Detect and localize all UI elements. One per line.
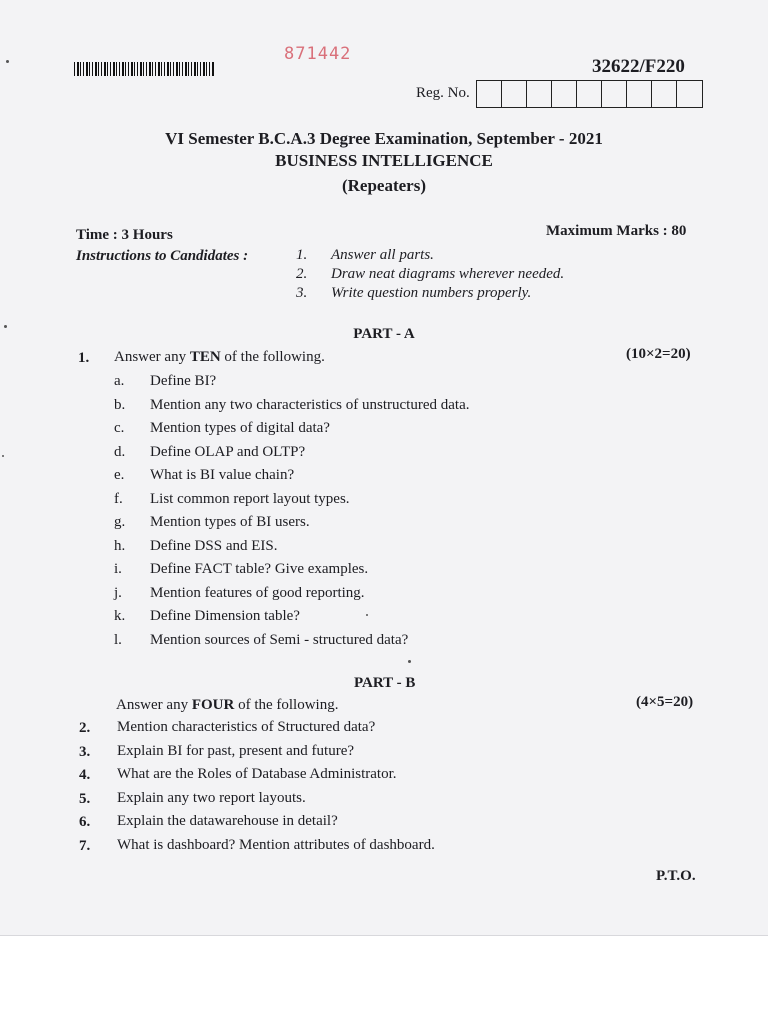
- question-number: 3.: [79, 743, 91, 760]
- question-text: What is dashboard? Mention attributes of dashboard.: [117, 836, 435, 853]
- reg-no-box[interactable]: [627, 81, 652, 107]
- question-text: Explain the datawarehouse in detail?: [117, 813, 338, 829]
- part-b-heading: PART - B: [354, 675, 416, 691]
- question-text: Explain any two report layouts.: [117, 789, 306, 806]
- sub-question-label: g.: [114, 514, 126, 530]
- instruction-text: Draw neat diagrams wherever needed.: [331, 266, 565, 282]
- sub-question-label: e.: [114, 467, 125, 483]
- reg-no-box[interactable]: [602, 81, 627, 107]
- part-a-intro: Answer any TEN of the following.: [114, 349, 325, 365]
- sub-question-text: Mention types of digital data?: [150, 420, 330, 436]
- question-number: 6.: [79, 814, 91, 830]
- barcode: [74, 62, 214, 76]
- reg-no-box[interactable]: [477, 81, 502, 107]
- scan-speck: [366, 614, 368, 616]
- paper-code: 32622/F220: [592, 56, 685, 77]
- sub-question-label: c.: [114, 420, 125, 436]
- sub-question-text: List common report layout types.: [150, 490, 350, 507]
- sub-question-text: Mention sources of Semi - structured data?: [150, 631, 409, 648]
- scan-speck: [4, 325, 7, 328]
- question-text: Mention characteristics of Structured data?: [117, 719, 376, 735]
- scan-speck: [2, 455, 4, 457]
- instruction-num: 1.: [296, 247, 308, 263]
- sub-question-label: a.: [114, 373, 125, 389]
- sub-question-text: Define BI?: [150, 373, 217, 389]
- question-number: 1.: [78, 350, 90, 366]
- reg-no-box[interactable]: [527, 81, 552, 107]
- sub-question-label: b.: [114, 396, 126, 413]
- sub-question-text: Define OLAP and OLTP?: [150, 443, 306, 460]
- part-a-heading: PART - A: [353, 326, 415, 342]
- subject-title: BUSINESS INTELLIGENCE: [275, 151, 493, 170]
- sub-question-label: k.: [114, 608, 126, 624]
- sub-question-text: Define Dimension table?: [150, 608, 300, 624]
- sub-question-text: Mention any two characteristics of unstructured data.: [150, 396, 470, 413]
- reg-no-box[interactable]: [677, 81, 702, 107]
- reg-no-boxes[interactable]: [476, 80, 703, 108]
- reg-no-box[interactable]: [552, 81, 577, 107]
- question-number: 4.: [79, 767, 91, 783]
- part-b-marks: (4×5=20): [636, 694, 694, 710]
- sub-question-label: h.: [114, 537, 126, 554]
- max-marks-label: Maximum Marks : 80: [546, 223, 687, 239]
- question-number: 2.: [79, 720, 91, 736]
- part-b-intro: Answer any FOUR of the following.: [116, 697, 339, 713]
- stamp-number: 871442: [284, 44, 352, 64]
- reg-no-box[interactable]: [577, 81, 602, 107]
- reg-no-label: Reg. No.: [416, 85, 470, 101]
- sub-question-label: f.: [114, 490, 123, 507]
- question-text: What are the Roles of Database Administrator.: [117, 766, 397, 782]
- exam-title: VI Semester B.C.A.3 Degree Examination, September - 2021: [165, 129, 603, 148]
- reg-no-box[interactable]: [502, 81, 527, 107]
- sub-question-label: j.: [114, 584, 122, 601]
- question-number: 5.: [79, 790, 91, 807]
- instruction-text: Answer all parts.: [331, 247, 434, 263]
- instructions-label: Instructions to Candidates :: [76, 248, 249, 264]
- sub-question-text: Mention types of BI users.: [150, 514, 310, 530]
- sub-question-label: l.: [114, 631, 122, 648]
- sub-question-text: What is BI value chain?: [150, 467, 295, 483]
- scan-speck: [6, 60, 9, 63]
- part-a-marks: (10×2=20): [626, 346, 691, 362]
- sub-question-text: Mention features of good reporting.: [150, 584, 365, 601]
- instruction-text: Write question numbers properly.: [331, 285, 532, 301]
- scan-speck: [408, 660, 411, 663]
- reg-no-box[interactable]: [652, 81, 677, 107]
- sub-question-label: i.: [114, 561, 122, 577]
- sub-question-text: Define DSS and EIS.: [150, 537, 278, 554]
- sub-question-text: Define FACT table? Give examples.: [150, 561, 369, 577]
- question-text: Explain BI for past, present and future?: [117, 742, 355, 759]
- time-label: Time : 3 Hours: [76, 227, 173, 243]
- sub-question-label: d.: [114, 443, 126, 460]
- instruction-num: 3.: [296, 285, 308, 301]
- pto-label: P.T.O.: [656, 868, 696, 884]
- instruction-num: 2.: [296, 266, 308, 282]
- repeaters-label: (Repeaters): [341, 176, 426, 195]
- question-number: 7.: [79, 837, 91, 854]
